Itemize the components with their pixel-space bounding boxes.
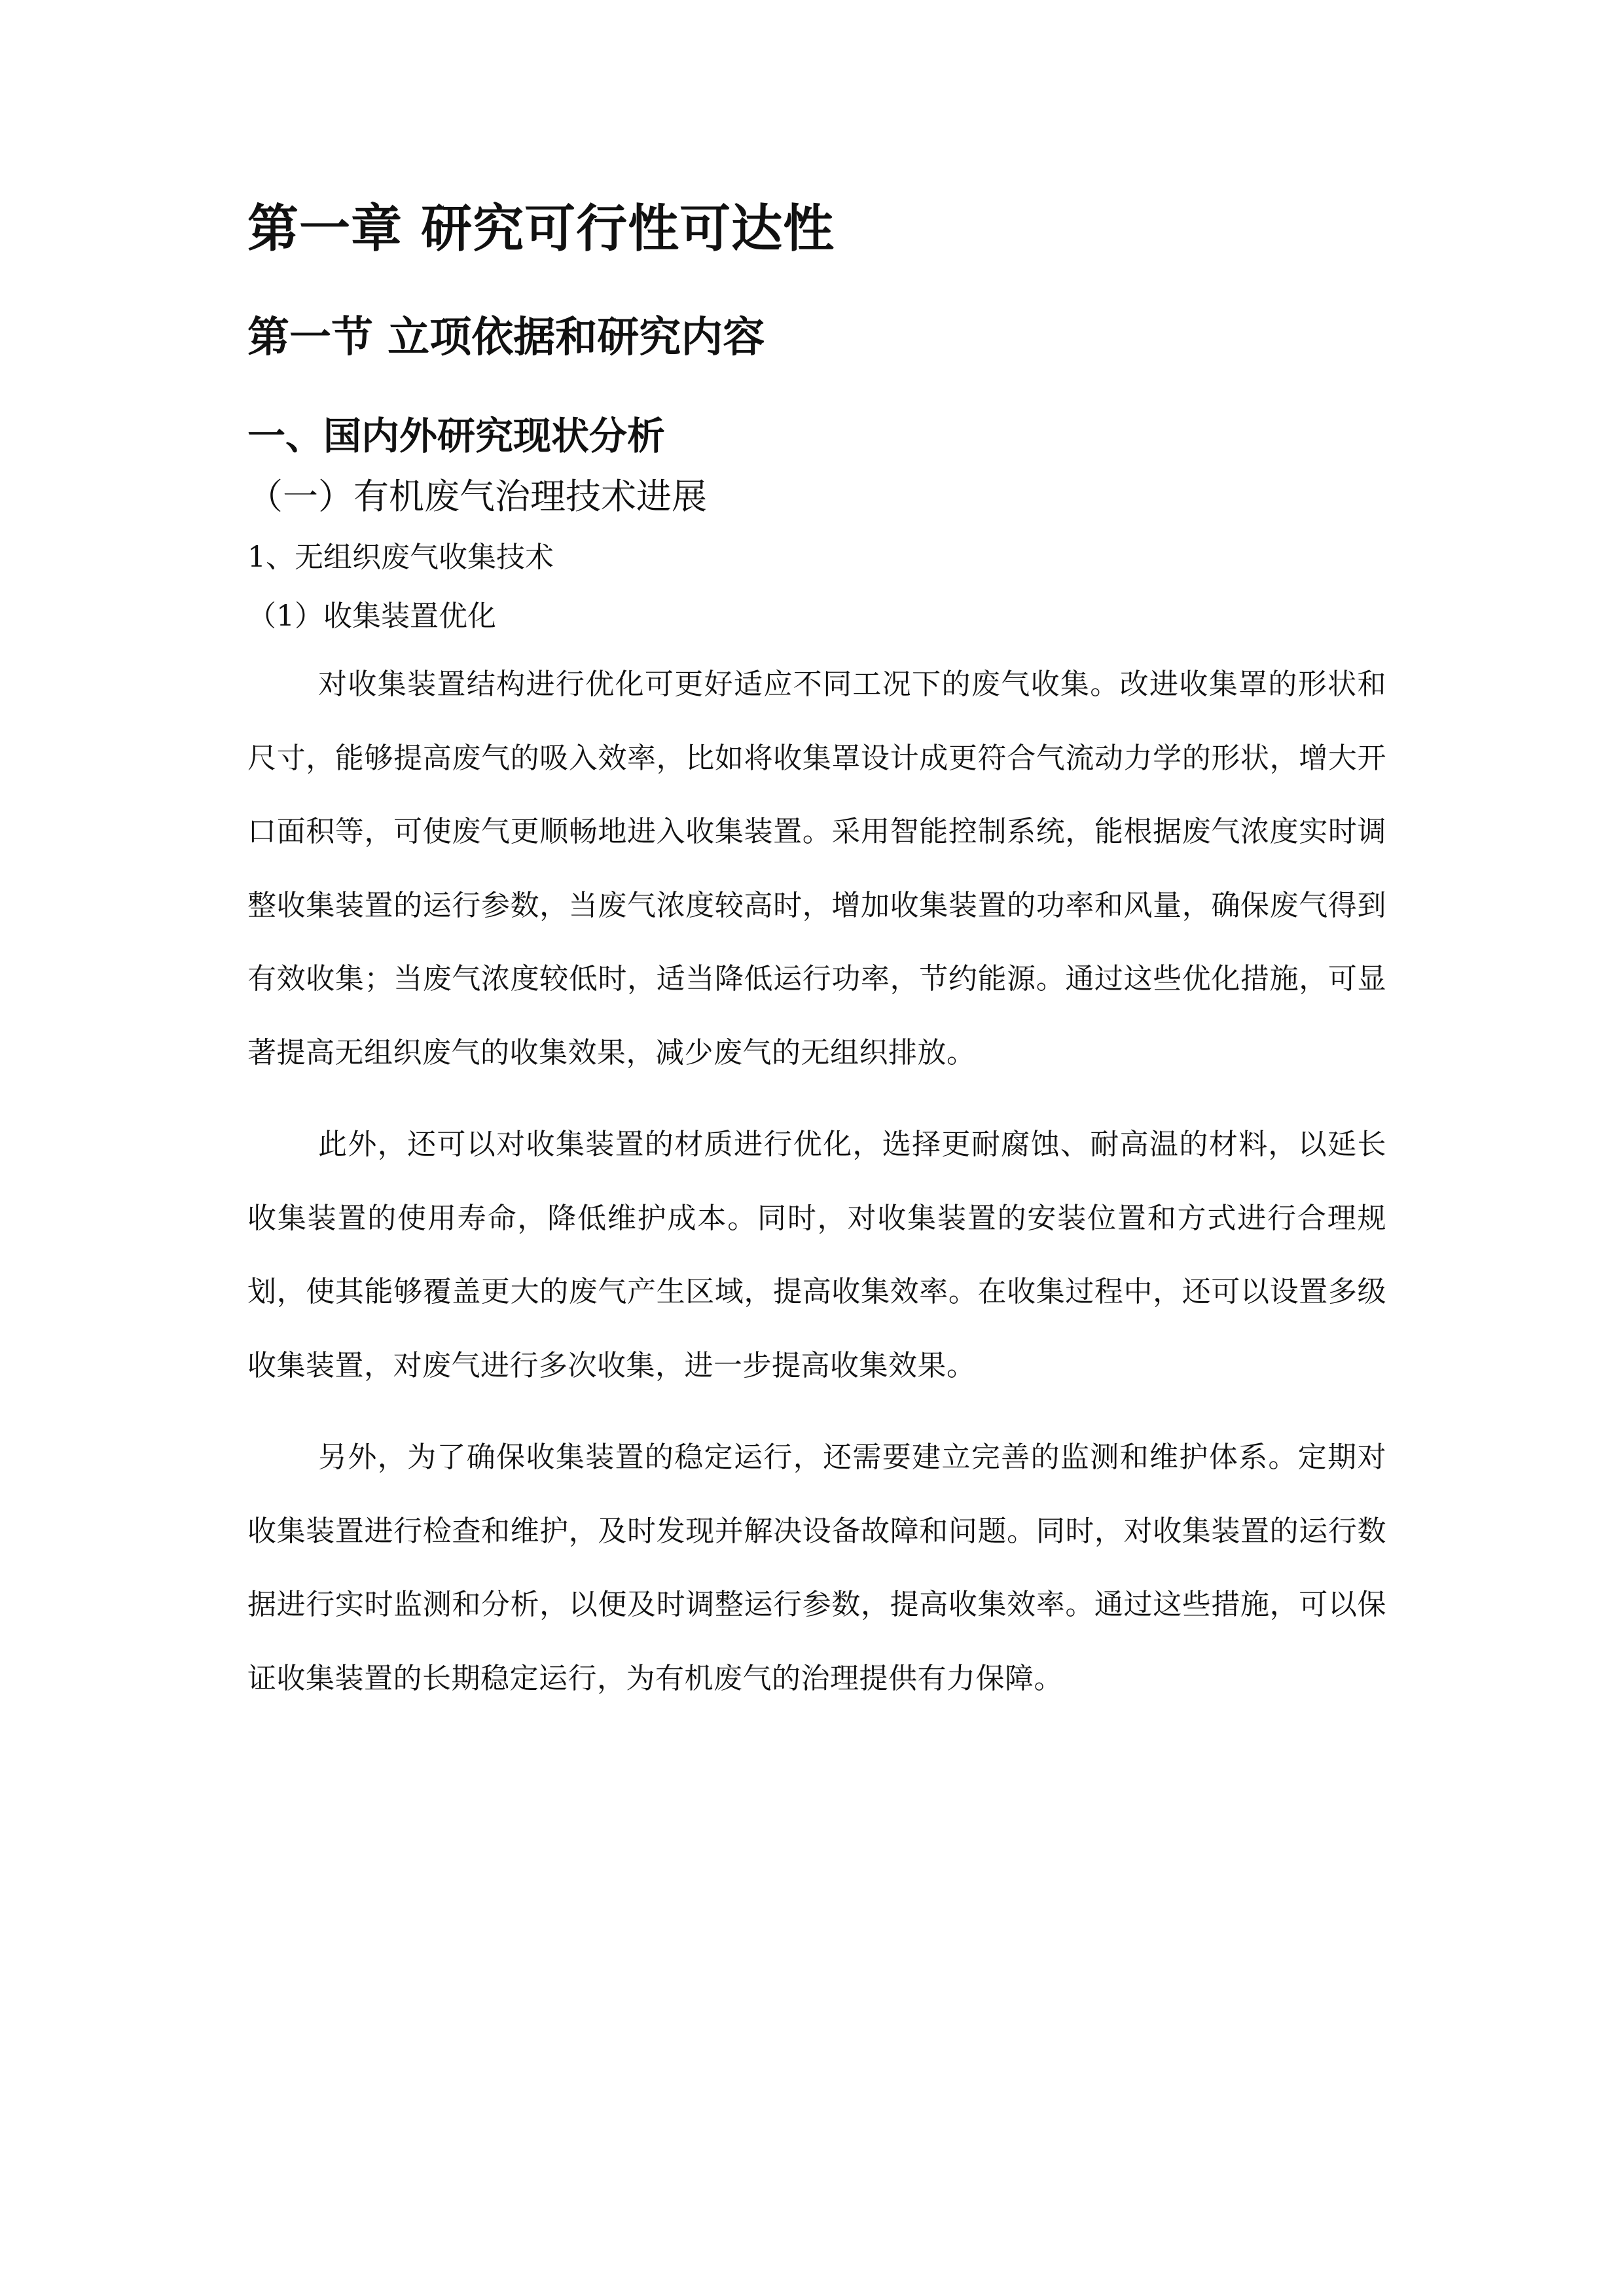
heading-level1: 一、国内外研究现状分析 <box>247 414 666 458</box>
chapter-title: 第一章 研究可行性可达性 <box>247 199 835 259</box>
section-title: 第一节 立项依据和研究内容 <box>247 313 765 362</box>
heading-level3: 1、无组织废气收集技术 <box>247 541 554 574</box>
body-paragraph: 对收集装置结构进行优化可更好适应不同工况下的废气收集。改进收集罩的形状和尺寸，能够提高废气的吸入效率，比如将收集罩设计成更符合气流动力学的形状，增大开口面积等，可使废气更顺畅地进入收集装置。采用智能控制系统，能根据废气浓度实时调整收集装置的运行参数，当废气浓度较高时，增加收集装置的功率和风量，确保废气得到有效收集；当废气浓度较低时，适当降低运行功率，节约能源。通过这些优化措施，可显著提高无组织废气的收集效果，减少废气的无组织排放。 <box>247 668 1386 1069</box>
document-body <box>247 196 1386 1734</box>
heading-level2: （一）有机废气治理技术进展 <box>247 476 707 517</box>
heading-level4: （1）收集装置优化 <box>247 600 496 633</box>
body-paragraph: 另外，为了确保收集装置的稳定运行，还需要建立完善的监测和维护体系。定期对收集装置进行检查和维护，及时发现并解决设备故障和问题。同时，对收集装置的运行数据进行实时监测和分析，以便及时调整运行参数，提高收集效率。通过这些措施，可以保证收集装置的长期稳定运行，为有机废气的治理提供有力保障。 <box>247 1441 1386 1695</box>
body-paragraph: 此外，还可以对收集装置的材质进行优化，选择更耐腐蚀、耐高温的材料，以延长收集装置的使用寿命，降低维护成本。同时，对收集装置的安装位置和方式进行合理规划，使其能够覆盖更大的废气产生区域，提高收集效率。在收集过程中，还可以设置多级收集装置，对废气进行多次收集，进一步提高收集效果。 <box>247 1128 1386 1382</box>
